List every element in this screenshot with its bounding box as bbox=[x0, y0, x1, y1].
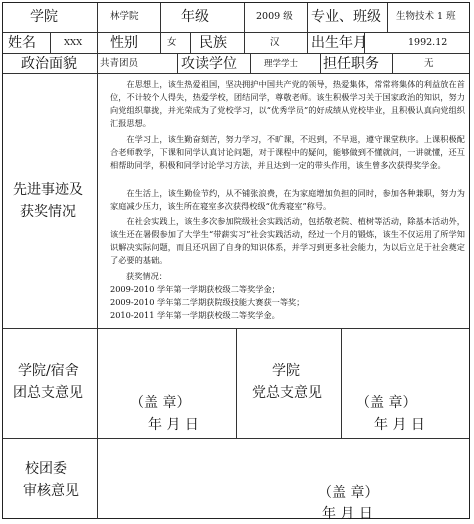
grid-line bbox=[244, 3, 245, 53]
award-item: 2010-2011 学年第一学期获校级二等奖学金。 bbox=[110, 310, 280, 320]
party-opinion-label-line1: 学院 bbox=[272, 363, 300, 379]
paragraph-study: 在学习上，该生勤奋刻苦，努力学习，不旷课，不迟到，不早退，遵守课堂秩序。上课积极配合老师教学，下课和同学认真讨论问题，对于课程中的疑问，能够做到不懂就问，一讲就懂，还互相帮助同学，积极和同学讨论学习方法，并且达到一定的带头作用，该生曾多次获得奖学金。 bbox=[110, 134, 465, 170]
grid-line bbox=[190, 32, 191, 53]
award-item: 2009-2010 学年第一学期获校级二等奖学金； bbox=[110, 284, 280, 294]
college-opinion-label-line1: 学院/宿舍 bbox=[18, 363, 79, 379]
grid-line bbox=[97, 3, 98, 328]
grid-line bbox=[3, 32, 469, 33]
name-value: XXX bbox=[64, 38, 83, 48]
party-opinion-date: 年 月 日 bbox=[374, 417, 425, 433]
party-opinion-label-line2: 党总支意见 bbox=[252, 385, 322, 401]
grid-line bbox=[97, 328, 98, 438]
college-opinion-date: 年 月 日 bbox=[148, 417, 199, 433]
college-value: 林学院 bbox=[110, 11, 139, 22]
birth-value: 1992.12 bbox=[408, 37, 448, 48]
college-label: 学院 bbox=[30, 9, 58, 25]
gender-label: 性别 bbox=[110, 35, 138, 51]
grid-line bbox=[307, 3, 308, 53]
name-label: 姓名 bbox=[8, 35, 36, 51]
grid-line bbox=[97, 438, 98, 519]
paragraph-life: 在生活上，该生勤俭节约，从不铺张浪费，在为家庭增加负担的同时，参加各种兼职，努力为家庭减少压力，该生所在寝室多次获得校级“优秀寝室”称号。 bbox=[110, 188, 465, 211]
major-label: 专业、班级 bbox=[311, 9, 381, 25]
grid-line bbox=[3, 438, 469, 439]
grid-line bbox=[387, 3, 388, 33]
college-opinion-seal: （盖 章） bbox=[130, 395, 191, 411]
achievements-label-line1: 先进事迹及 bbox=[13, 182, 83, 198]
grid-line bbox=[236, 328, 237, 438]
grid-line bbox=[160, 3, 161, 53]
gender-value: 女 bbox=[167, 37, 177, 48]
awards-title: 获奖情况： bbox=[126, 271, 167, 281]
grid-line bbox=[177, 53, 178, 73]
league-review-seal: （盖 章） bbox=[318, 485, 379, 501]
grid-line bbox=[3, 73, 469, 74]
degree-label: 攻读学位 bbox=[181, 56, 237, 72]
league-review-label-line2: 审核意见 bbox=[23, 483, 79, 499]
grid-line bbox=[392, 53, 393, 73]
college-opinion-label-line2: 团总支意见 bbox=[13, 385, 83, 401]
achievements-label-line2: 获奖情况 bbox=[20, 204, 76, 220]
league-review-label-line1: 校团委 bbox=[25, 461, 67, 477]
birth-label: 出生年月 bbox=[311, 35, 367, 51]
position-value: 无 bbox=[424, 58, 434, 69]
ethnicity-value: 汉 bbox=[270, 37, 280, 48]
political-value: 共青团员 bbox=[100, 58, 139, 69]
grid-line bbox=[341, 328, 342, 438]
award-item: 2009-2010 学年第二学期获院级技能大赛获一等奖； bbox=[110, 297, 305, 307]
paragraph-ideology: 在思想上，该生热爱祖国，坚决拥护中国共产党的领导，热爱集体，常常将集体的利益放在首位，不计较个人得失，热爱学校，团结同学，尊敬老师。该生积极学习关于国家政治的知识，努力向党组织靠拢，并光荣成为了党校学习，以“优秀学员”的好成绩从党校毕业，且积极认真向党组织汇报思想。 bbox=[110, 79, 465, 128]
position-label: 担任职务 bbox=[323, 56, 379, 72]
party-opinion-seal: （盖 章） bbox=[356, 395, 417, 411]
ethnicity-label: 民族 bbox=[199, 35, 227, 51]
grid-line bbox=[3, 53, 469, 54]
degree-value: 理学学士 bbox=[264, 59, 299, 69]
grade-value: 2009 级 bbox=[256, 11, 293, 22]
league-review-date: 年 月 日 bbox=[322, 506, 373, 522]
paragraph-practice: 在社会实践上，该生多次参加院级社会实践活动，包括敬老院、植树等活动，除基本活动外，该生还在暑假参加了大学生“带薪实习”社会实践活动，经过一个月的锻炼，该生不仅运用了所学知识解决实际问题，而且还巩固了自身的知识体系，并学习到更多社会能力，为以后立足于社会奠定了必要的基础。 bbox=[110, 216, 465, 265]
major-value: 生物技术 1 班 bbox=[396, 11, 456, 22]
grade-label: 年级 bbox=[181, 9, 209, 25]
grid-line bbox=[50, 32, 51, 53]
grid-line bbox=[250, 53, 251, 73]
grid-line bbox=[320, 53, 321, 73]
political-label: 政治面貌 bbox=[21, 56, 77, 72]
